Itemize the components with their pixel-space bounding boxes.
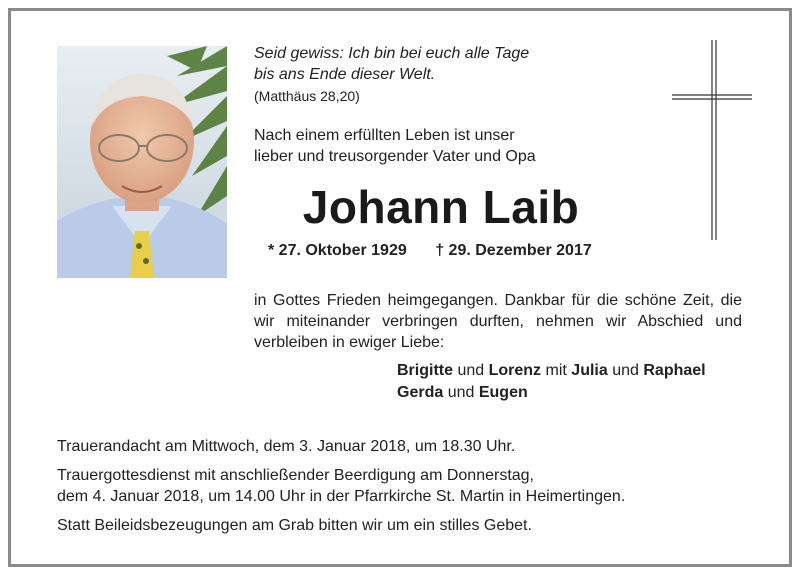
cross-icon — [672, 40, 752, 240]
service-funeral-line-2: dem 4. Januar 2018, um 14.00 Uhr in der Pfarrkirche St. Martin in Heimertingen. — [57, 488, 626, 505]
portrait-photo — [57, 46, 227, 278]
family-connector: und — [612, 362, 639, 379]
family-line-1 — [397, 360, 706, 382]
family-name: Julia — [571, 362, 608, 379]
bible-verse — [254, 43, 529, 85]
death-date: † 29. Dezember 2017 — [435, 242, 592, 259]
deceased-name: Johann Laib — [302, 181, 580, 233]
verse-reference: (Matthäus 28,20) — [254, 88, 360, 104]
family-name: Gerda — [397, 384, 444, 401]
intro-line-2: lieber und treusorgender Vater und Opa — [254, 148, 536, 165]
family-line-2 — [397, 382, 706, 404]
family-name: Lorenz — [488, 362, 542, 379]
family-name: Raphael — [643, 362, 706, 379]
verse-line-2: bis ans Ende dieser Welt. — [254, 66, 436, 83]
intro-text — [254, 125, 536, 167]
service-funeral-line-1: Trauergottesdienst mit anschließender Beerdigung am Donnerstag, — [57, 467, 534, 484]
family-connector: und — [457, 362, 485, 379]
intro-line-1: Nach einem erfüllten Leben ist unser — [254, 127, 515, 144]
body-text: in Gottes Frieden heimgegangen. Dankbar für die schöne Zeit, die wir miteinander verbringen durften, nehmen wir Abschied und verbleiben in ewiger Liebe: — [254, 292, 742, 351]
life-dates — [268, 242, 592, 260]
verse-line-1: Seid gewiss: Ich bin bei euch alle Tage — [254, 45, 530, 62]
service-devotion: Trauerandacht am Mittwoch, dem 3. Januar 2018, um 18.30 Uhr. — [57, 438, 516, 455]
condolence-note: Statt Beileidsbezeugungen am Grab bitten wir um ein stilles Gebet. — [57, 517, 532, 534]
family-names — [397, 360, 706, 404]
birth-date: * 27. Oktober 1929 — [268, 242, 407, 259]
family-name: Brigitte — [397, 362, 453, 379]
family-name: Eugen — [478, 384, 528, 401]
family-connector: mit — [545, 362, 567, 379]
service-funeral — [57, 465, 625, 507]
family-connector: und — [447, 384, 475, 401]
